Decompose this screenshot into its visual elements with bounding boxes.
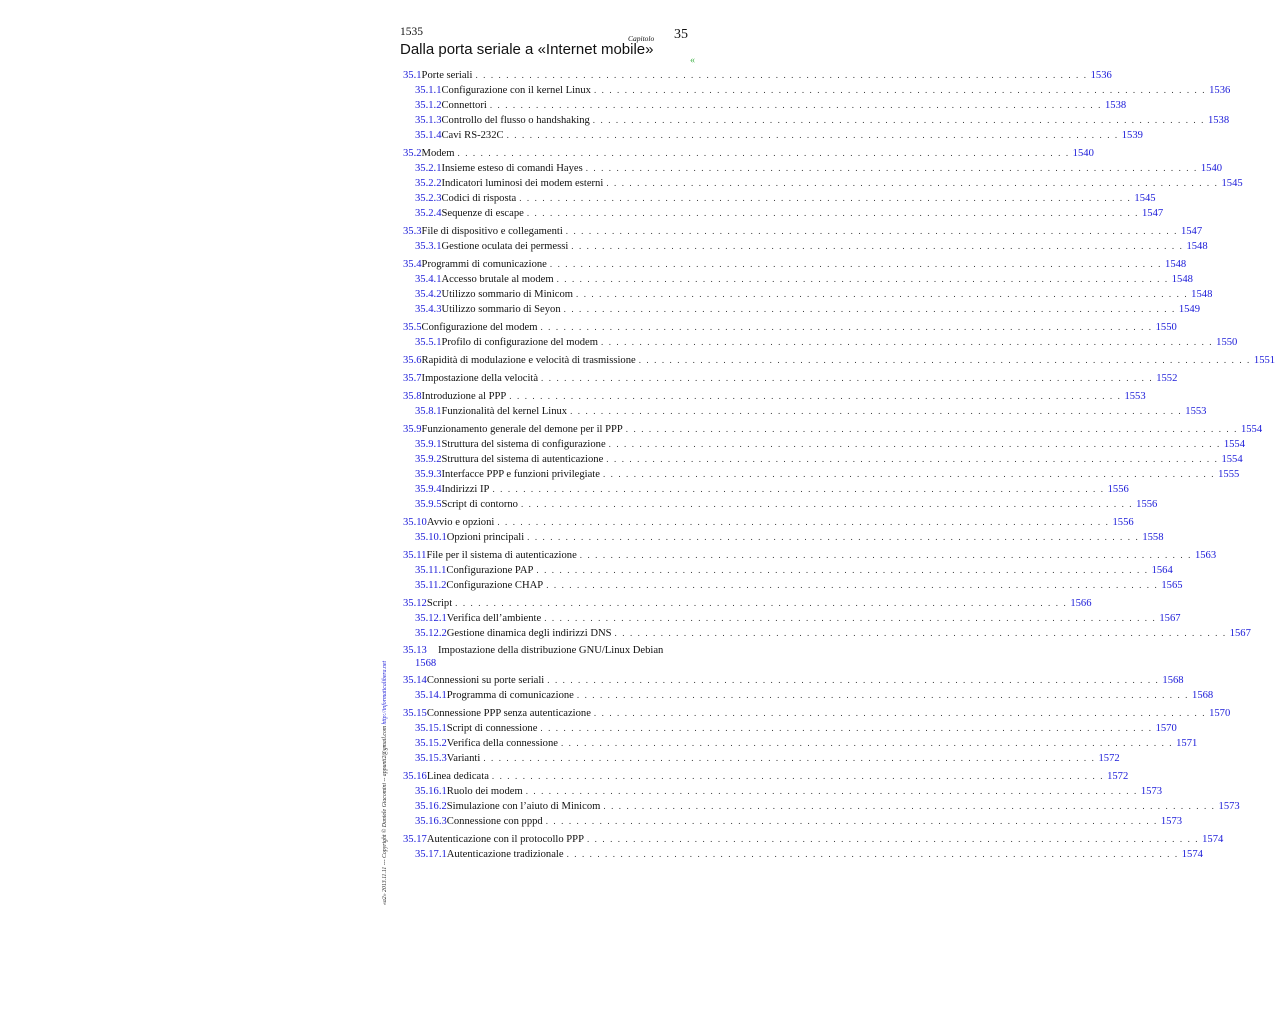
toc-page[interactable]: 1550 [1216,337,1238,348]
toc-section[interactable] [403,832,1224,847]
toc-number[interactable]: 35.5 [403,322,422,333]
toc-title: Programma di comunicazione [446,690,574,701]
toc-title: Verifica della connessione [446,738,558,749]
toc-subsection[interactable] [403,98,1127,113]
toc-leader: . . . . . . . . . . . . . . . . . . . . . . . . . . . . . . . . . . . . . . . . . . . . . . . . . . . . . . . . . . . . . . . . . . . . . . . . . . . . . . . . [497,517,1110,527]
toc-leader: . . . . . . . . . . . . . . . . . . . . . . . . . . . . . . . . . . . . . . . . . . . . . . . . . . . . . . . . . . . . . . . . . . . . . . . . . . . . . . . . [540,723,1153,733]
toc-number[interactable]: 35.11.1 [415,565,447,576]
toc-title: Gestione dinamica degli indirizzi DNS [446,628,612,639]
toc-number[interactable]: 35.8.1 [415,406,442,417]
toc-title: Opzioni principali [446,532,525,543]
toc-leader: . . . . . . . . . . . . . . . . . . . . . . . . . . . . . . . . . . . . . . . . . . . . . . . . . . . . . . . . . . . . . . . . . . . . . . . . . . . . . . . . [560,738,1174,748]
toc-subsection[interactable] [403,176,1243,191]
toc-number[interactable]: 35.2.4 [415,208,442,219]
toc-page[interactable]: 1570 [1209,708,1231,719]
toc-number[interactable]: 35.13 [403,645,427,656]
toc-page[interactable]: 1548 [1165,259,1187,270]
toc-leader: . . . . . . . . . . . . . . . . . . . . . . . . . . . . . . . . . . . . . . . . . . . . . . . . . . . . . . . . . . . . . . . . . . . . . . . . . . . . . . . . [457,148,1070,158]
toc-page[interactable]: 1554 [1221,454,1243,465]
toc-title: Autenticazione tradizionale [446,849,564,860]
toc-title: Utilizzo sommario di Minicom [441,289,574,300]
table-of-contents [403,68,1275,862]
toc-number[interactable]: 35.14 [403,675,427,686]
toc-number[interactable]: 35.16 [403,771,427,782]
toc-page[interactable]: 1568 [1162,675,1184,686]
toc-title: Sequenze di escape [441,208,524,219]
toc-page[interactable]: 1568 [415,658,437,669]
toc-title: Varianti [446,753,481,764]
toc-leader: . . . . . . . . . . . . . . . . . . . . . . . . . . . . . . . . . . . . . . . . . . . . . . . . . . . . . . . . . . . . . . . . . . . . . . . . . . . . . . . . [576,690,1190,700]
toc-title: Autenticazione con il protocollo PPP [426,834,584,845]
toc-page[interactable]: 1552 [1156,373,1178,384]
toc-section[interactable] [403,257,1187,272]
toc-leader: . . . . . . . . . . . . . . . . . . . . . . . . . . . . . . . . . . . . . . . . . . . . . . . . . . . . . . . . . . . . . . . . . . . . . . . . . . . . . . . . [525,786,1138,796]
toc-title: Utilizzo sommario di Seyon [441,304,561,315]
chapter-number: 35 [674,27,688,42]
toc-number[interactable]: 35.1.3 [415,115,442,126]
toc-page[interactable]: 1572 [1098,753,1120,764]
toc-title: Configurazione CHAP [446,580,544,591]
toc-page[interactable]: 1574 [1202,834,1224,845]
toc-title: Controllo del flusso o handshaking [441,115,590,126]
toc-subsection[interactable] [403,688,1214,703]
toc-leader: . . . . . . . . . . . . . . . . . . . . . . . . . . . . . . . . . . . . . . . . . . . . . . . . . . . . . . . . . . . . . . . . . . . . . . . . . . . . . . . . [506,130,1119,140]
toc-title: Programmi di comunicazione [421,259,547,270]
toc-title: Accesso brutale al modem [441,274,554,285]
toc-title: Rapidità di modulazione e velocità di trasmissione [421,355,636,366]
toc-title: Connessione PPP senza autenticazione [426,708,591,719]
toc-subsection[interactable] [403,784,1163,799]
toc-title: Modem [421,148,455,159]
toc-leader: . . . . . . . . . . . . . . . . . . . . . . . . . . . . . . . . . . . . . . . . . . . . . . . . . . . . . . . . . . . . . . . . . . . . . . . . . . . . . . . . [544,613,1157,623]
toc-leader: . . . . . . . . . . . . . . . . . . . . . . . . . . . . . . . . . . . . . . . . . . . . . . . . . . . . . . . . . . . . . . . . . . . . . . . . . . . . . . . . [565,226,1178,236]
toc-leader: . . . . . . . . . . . . . . . . . . . . . . . . . . . . . . . . . . . . . . . . . . . . . . . . . . . . . . . . . . . . . . . . . . . . . . . . . . . . . . . . [586,834,1200,844]
toc-page[interactable]: 1554 [1223,439,1245,450]
toc-leader: . . . . . . . . . . . . . . . . . . . . . . . . . . . . . . . . . . . . . . . . . . . . . . . . . . . . . . . . . . . . . . . . . . . . . . . . . . . . . . . . [547,675,1160,685]
toc-page[interactable]: 1550 [1155,322,1177,333]
toc-number[interactable]: 35.15.2 [415,738,447,749]
toc-leader: . . . . . . . . . . . . . . . . . . . . . . . . . . . . . . . . . . . . . . . . . . . . . . . . . . . . . . . . . . . . . . . . . . . . . . . . . . . . . . . . [606,178,1219,188]
toc-section[interactable] [403,224,1203,239]
toc-subsection[interactable] [403,497,1158,512]
toc-number[interactable]: 35.16.1 [415,786,447,797]
toc-page[interactable]: 1573 [1218,801,1240,812]
toc-number[interactable]: 35.9.1 [415,439,442,450]
toc-number[interactable]: 35.12.2 [415,628,447,639]
toc-title: Connessioni su porte seriali [426,675,545,686]
toc-leader: . . . . . . . . . . . . . . . . . . . . . . . . . . . . . . . . . . . . . . . . . . . . . . . . . . . . . . . . . . . . . . . . . . . . . . . . . . . . . . . . [509,391,1122,401]
toc-title: Configurazione con il kernel Linux [441,85,591,96]
toc-subsection[interactable] [403,452,1243,467]
toc-number[interactable]: 35.10.1 [415,532,447,543]
toc-leader: . . . . . . . . . . . . . . . . . . . . . . . . . . . . . . . . . . . . . . . . . . . . . . . . . . . . . . . . . . . . . . . . . . . . . . . . . . . . . . . . [527,532,1140,542]
toc-number[interactable]: 35.9.2 [415,454,442,465]
toc-page[interactable]: 1574 [1181,849,1203,860]
toc-subsection[interactable] [403,751,1120,766]
toc-number[interactable]: 35.16.3 [415,816,447,827]
toc-subsection[interactable] [403,437,1245,452]
toc-number[interactable]: 35.9.4 [415,484,442,495]
toc-leader: . . . . . . . . . . . . . . . . . . . . . . . . . . . . . . . . . . . . . . . . . . . . . . . . . . . . . . . . . . . . . . . . . . . . . . . . . . . . . . . . [606,454,1219,464]
toc-subsection[interactable] [403,272,1193,287]
toc-title: Script di connessione [446,723,538,734]
toc-leader: . . . . . . . . . . . . . . . . . . . . . . . . . . . . . . . . . . . . . . . . . . . . . . . . . . . . . . . . . . . . . . . . . . . . . . . . . . . . . . . . [541,373,1154,383]
toc-page[interactable]: 1549 [1178,304,1200,315]
toc-page[interactable]: 1548 [1191,289,1213,300]
toc-title: Impostazione della velocità [421,373,539,384]
toc-title: Codici di risposta [441,193,517,204]
toc-leader: . . . . . . . . . . . . . . . . . . . . . . . . . . . . . . . . . . . . . . . . . . . . . . . . . . . . . . . . . . . . . . . . . . . . . . . . . . . . . . . . [593,85,1207,95]
toc-title: Avvio e opzioni [426,517,495,528]
toc-title: Connessione con pppd [446,816,543,827]
toc-number[interactable]: 35.1 [403,70,422,81]
toc-number[interactable]: 35.15 [403,708,427,719]
toc-subsection[interactable] [403,335,1238,350]
toc-page[interactable]: 1540 [1072,148,1094,159]
toc-subsection[interactable] [403,530,1164,545]
toc-leader: . . . . . . . . . . . . . . . . . . . . . . . . . . . . . . . . . . . . . . . . . . . . . . . . . . . . . . . . . . . . . . . . . . . . . . . . . . . . . . . . [638,355,1251,365]
toc-title: Funzionamento generale del demone per il PPP [421,424,623,435]
toc-page[interactable]: 1564 [1151,565,1173,576]
toc-title: Struttura del sistema di autenticazione [441,454,604,465]
toc-number[interactable]: 35.4 [403,259,422,270]
toc-page[interactable]: 1536 [1090,70,1112,81]
toc-number[interactable]: 35.11 [403,550,427,561]
toc-number[interactable]: 35.7 [403,373,422,384]
toc-subsection[interactable] [403,404,1207,419]
toc-number[interactable]: 35.2.2 [415,178,442,189]
toc-title: Gestione oculata dei permessi [441,241,569,252]
toc-page[interactable]: 1538 [1207,115,1230,126]
toc-title: Struttura del sistema di configurazione [441,439,606,450]
toc-title: Cavi RS-232C [441,130,504,141]
toc-subsection[interactable] [403,814,1183,829]
toc-title: Introduzione al PPP [421,391,507,402]
toc-leader: . . . . . . . . . . . . . . . . . . . . . . . . . . . . . . . . . . . . . . . . . . . . . . . . . . . . . . . . . . . . . . . . . . . . . . . . . . . . . . . . [492,484,1105,494]
toc-page[interactable]: 1538 [1104,100,1127,111]
toc-number[interactable]: 35.15.3 [415,753,447,764]
toc-title: Configurazione PAP [446,565,534,576]
toc-page[interactable]: 1567 [1229,628,1251,639]
toc-page[interactable]: 1571 [1176,738,1198,749]
toc-number[interactable]: 35.1.2 [415,100,442,111]
toc-number[interactable]: 35.10 [403,517,427,528]
toc-section[interactable] [403,548,1217,563]
toc-page[interactable]: 1565 [1161,580,1183,591]
toc-page[interactable]: 1556 [1107,484,1129,495]
toc-number[interactable]: 35.4.1 [415,274,442,285]
toc-page[interactable]: 1572 [1107,771,1129,782]
toc-title: Insieme esteso di comandi Hayes [441,163,583,174]
toc-subsection[interactable] [403,113,1230,128]
toc-leader: . . . . . . . . . . . . . . . . . . . . . . . . . . . . . . . . . . . . . . . . . . . . . . . . . . . . . . . . . . . . . . . . . . . . . . . . . . . . . . . . [571,241,1184,251]
toc-page[interactable]: 1553 [1124,391,1146,402]
toc-section[interactable] [403,673,1184,688]
toc-subsection[interactable] [403,721,1177,736]
toc-subsection[interactable] [403,287,1213,302]
toc-leader: . . . . . . . . . . . . . . . . . . . . . . . . . . . . . . . . . . . . . . . . . . . . . . . . . . . . . . . . . . . . . . . . . . . . . . . . . . . . . . . . [483,753,1096,763]
toc-subsection[interactable] [403,191,1156,206]
toc-number[interactable]: 35.17.1 [415,849,447,860]
toc-section[interactable] [403,644,688,670]
toc-leader: . . . . . . . . . . . . . . . . . . . . . . . . . . . . . . . . . . . . . . . . . . . . . . . . . . . . . . . . . . . . . . . . . . . . . . . . . . . . . . . . [576,289,1189,299]
toc-title: Ruolo dei modem [446,786,523,797]
toc-subsection[interactable] [403,467,1240,482]
toc-page[interactable]: 1555 [1218,469,1240,480]
toc-title: Configurazione del modem [421,322,538,333]
toc-subsection[interactable] [403,736,1198,751]
toc-page[interactable]: 1548 [1171,274,1193,285]
toc-leader: . . . . . . . . . . . . . . . . . . . . . . . . . . . . . . . . . . . . . . . . . . . . . . . . . . . . . . . . . . . . . . . . . . . . . . . . . . . . . . . . [526,208,1139,218]
toc-leader: . . . . . . . . . . . . . . . . . . . . . . . . . . . . . . . . . . . . . . . . . . . . . . . . . . . . . . . . . . . . . . . . . . . . . . . . . . . . . . . . [566,849,1179,859]
toc-number[interactable]: 35.2.1 [415,163,442,174]
toc-title: Funzionalità del kernel Linux [441,406,568,417]
toc-leader: . . . . . . . . . . . . . . . . . . . . . . . . . . . . . . . . . . . . . . . . . . . . . . . . . . . . . . . . . . . . . . . . . . . . . . . . . . . . . . . . [593,708,1207,718]
toc-section[interactable] [403,389,1146,404]
toc-subsection[interactable] [403,161,1223,176]
toc-title: Profilo di configurazione del modem [441,337,598,348]
toc-number[interactable]: 35.8 [403,391,422,402]
toc-page[interactable]: 1566 [1070,598,1092,609]
toc-leader: . . . . . . . . . . . . . . . . . . . . . . . . . . . . . . . . . . . . . . . . . . . . . . . . . . . . . . . . . . . . . . . . . . . . . . . . . . . . . . . . [563,304,1176,314]
toc-section[interactable] [403,769,1129,784]
toc-title: Porte seriali [421,70,473,81]
chapter-title: Dalla porta seriale a «Internet mobile» [400,41,654,58]
toc-number[interactable]: 35.15.1 [415,723,447,734]
toc-page[interactable]: 1551 [1253,355,1275,366]
toc-number[interactable]: 35.2.3 [415,193,442,204]
toc-leader: . . . . . . . . . . . . . . . . . . . . . . . . . . . . . . . . . . . . . . . . . . . . . . . . . . . . . . . . . . . . . . . . . . . . . . . . . . . . . . . . [546,580,1159,590]
toc-subsection[interactable] [403,482,1129,497]
toc-title: Script di contorno [441,499,518,510]
toc-page[interactable]: 1539 [1121,130,1143,141]
toc-section[interactable] [403,371,1178,386]
toc-title: Indicatori luminosi dei modem esterni [441,178,604,189]
toc-subsection[interactable] [403,206,1164,221]
toc-page[interactable]: 1547 [1180,226,1203,237]
toc-page[interactable]: 1558 [1142,532,1164,543]
toc-leader: . . . . . . . . . . . . . . . . . . . . . . . . . . . . . . . . . . . . . . . . . . . . . . . . . . . . . . . . . . . . . . . . . . . . . . . . . . . . . . . . [549,259,1163,269]
toc-subsection[interactable] [403,578,1183,593]
toc-title: Connettori [441,100,487,111]
toc-leader: . . . . . . . . . . . . . . . . . . . . . . . . . . . . . . . . . . . . . . . . . . . . . . . . . . . . . . . . . . . . . . . . . . . . . . . . . . . . . . . . [592,115,1205,125]
toc-subsection[interactable] [403,83,1231,98]
toc-leader: . . . . . . . . . . . . . . . . . . . . . . . . . . . . . . . . . . . . . . . . . . . . . . . . . . . . . . . . . . . . . . . . . . . . . . . . . . . . . . . . [603,801,1216,811]
toc-leader: . . . . . . . . . . . . . . . . . . . . . . . . . . . . . . . . . . . . . . . . . . . . . . . . . . . . . . . . . . . . . . . . . . . . . . . . . . . . . . . . [570,406,1183,416]
toc-subsection[interactable] [403,611,1181,626]
toc-page[interactable]: 1567 [1159,613,1181,624]
toc-leader: . . . . . . . . . . . . . . . . . . . . . . . . . . . . . . . . . . . . . . . . . . . . . . . . . . . . . . . . . . . . . . . . . . . . . . . . . . . . . . . . [475,70,1088,80]
toc-leader: . . . . . . . . . . . . . . . . . . . . . . . . . . . . . . . . . . . . . . . . . . . . . . . . . . . . . . . . . . . . . . . . . . . . . . . . . . . . . . . . [585,163,1198,173]
toc-subsection[interactable] [403,799,1240,814]
toc-page[interactable]: 1556 [1112,517,1134,528]
toc-subsection[interactable] [403,563,1173,578]
toc-page[interactable]: 1547 [1142,208,1164,219]
toc-section[interactable] [403,706,1231,721]
toc-number[interactable]: 35.2 [403,148,422,159]
copyright-text: «a2» 2013.11.11 --- Copyright © Daniele Giacomini -- appunti2@gmail.com [382,725,388,905]
toc-title: Simulazione con l’aiuto di Minicom [446,801,601,812]
toc-section[interactable] [403,68,1112,83]
toc-leader: . . . . . . . . . . . . . . . . . . . . . . . . . . . . . . . . . . . . . . . . . . . . . . . . . . . . . . . . . . . . . . . . . . . . . . . . . . . . . . . . [455,598,1068,608]
toc-leader: . . . . . . . . . . . . . . . . . . . . . . . . . . . . . . . . . . . . . . . . . . . . . . . . . . . . . . . . . . . . . . . . . . . . . . . . . . . . . . . . [579,550,1192,560]
toc-section[interactable] [403,320,1177,335]
toc-page[interactable]: 1570 [1155,723,1177,734]
toc-section[interactable] [403,353,1275,368]
toc-leader: . . . . . . . . . . . . . . . . . . . . . . . . . . . . . . . . . . . . . . . . . . . . . . . . . . . . . . . . . . . . . . . . . . . . . . . . . . . . . . . . [625,424,1238,434]
toc-page[interactable]: 1540 [1200,163,1223,174]
toc-title: File per il sistema di autenticazione [426,550,577,561]
toc-subsection[interactable] [403,626,1251,641]
toc-number[interactable]: 35.11.2 [415,580,447,591]
toc-subsection[interactable] [403,302,1200,317]
toc-page[interactable]: 1548 [1186,241,1208,252]
toc-number[interactable]: 35.17 [403,834,427,845]
toc-number[interactable]: 35.5.1 [415,337,442,348]
toc-page[interactable]: 1545 [1221,178,1243,189]
toc-number[interactable]: 35.9.3 [415,469,442,480]
toc-number[interactable]: 35.9 [403,424,422,435]
toc-leader: . . . . . . . . . . . . . . . . . . . . . . . . . . . . . . . . . . . . . . . . . . . . . . . . . . . . . . . . . . . . . . . . . . . . . . . . . . . . . . . . [556,274,1169,284]
page-number: 1535 [400,26,423,38]
toc-number[interactable]: 35.6 [403,355,422,366]
toc-leader: . . . . . . . . . . . . . . . . . . . . . . . . . . . . . . . . . . . . . . . . . . . . . . . . . . . . . . . . . . . . . . . . . . . . . . . . . . . . . . . . [602,469,1216,479]
toc-page[interactable]: 1573 [1160,816,1183,827]
toc-page[interactable]: 1568 [1192,690,1214,701]
toc-number[interactable]: 35.3.1 [415,241,442,252]
toc-title: Impostazione della distribuzione GNU/Linux Debian [438,645,664,656]
toc-number[interactable]: 35.14.1 [415,690,447,701]
toc-leader: . . . . . . . . . . . . . . . . . . . . . . . . . . . . . . . . . . . . . . . . . . . . . . . . . . . . . . . . . . . . . . . . . . . . . . . . . . . . . . . . [489,100,1102,110]
toc-leader: . . . . . . . . . . . . . . . . . . . . . . . . . . . . . . . . . . . . . . . . . . . . . . . . . . . . . . . . . . . . . . . . . . . . . . . . . . . . . . . . [601,337,1214,347]
toc-section[interactable] [403,596,1092,611]
toc-leader: . . . . . . . . . . . . . . . . . . . . . . . . . . . . . . . . . . . . . . . . . . . . . . . . . . . . . . . . . . . . . . . . . . . . . . . . . . . . . . . . [614,628,1227,638]
toc-section[interactable] [403,422,1263,437]
copyright-note [382,661,388,905]
toc-number[interactable]: 35.1.1 [415,85,442,96]
toc-section[interactable] [403,146,1094,161]
toc-subsection[interactable] [403,128,1143,143]
toc-leader: . . . . . . . . . . . . . . . . . . . . . . . . . . . . . . . . . . . . . . . . . . . . . . . . . . . . . . . . . . . . . . . . . . . . . . . . . . . . . . . . [545,816,1158,826]
toc-subsection[interactable] [403,847,1203,862]
toc-number[interactable]: 35.3 [403,226,422,237]
toc-leader: . . . . . . . . . . . . . . . . . . . . . . . . . . . . . . . . . . . . . . . . . . . . . . . . . . . . . . . . . . . . . . . . . . . . . . . . . . . . . . . . [520,499,1134,509]
toc-title: Verifica dell’ambiente [446,613,542,624]
toc-number[interactable]: 35.16.2 [415,801,447,812]
toc-title: File di dispositivo e collegamenti [421,226,563,237]
toc-number[interactable]: 35.1.4 [415,130,442,141]
toc-page[interactable]: 1554 [1240,424,1263,435]
toc-page[interactable]: 1545 [1134,193,1156,204]
chapter-label: Capitolo [628,34,655,43]
toc-page[interactable]: 1556 [1136,499,1158,510]
toc-page[interactable]: 1563 [1194,550,1217,561]
toc-section[interactable] [403,515,1134,530]
toc-title: Script [426,598,453,609]
website-link[interactable]: http://informaticalibera.net [382,660,388,725]
anchor-link[interactable]: « [690,55,695,66]
toc-page[interactable]: 1573 [1140,786,1163,797]
toc-leader: . . . . . . . . . . . . . . . . . . . . . . . . . . . . . . . . . . . . . . . . . . . . . . . . . . . . . . . . . . . . . . . . . . . . . . . . . . . . . . . . [536,565,1149,575]
toc-title: Interfacce PPP e funzioni privilegiate [441,469,600,480]
toc-number[interactable]: 35.4.3 [415,304,442,315]
toc-number[interactable]: 35.12.1 [415,613,447,624]
toc-page[interactable]: 1553 [1185,406,1207,417]
toc-number[interactable]: 35.4.2 [415,289,442,300]
toc-number[interactable]: 35.9.5 [415,499,442,510]
toc-leader: . . . . . . . . . . . . . . . . . . . . . . . . . . . . . . . . . . . . . . . . . . . . . . . . . . . . . . . . . . . . . . . . . . . . . . . . . . . . . . . . [608,439,1221,449]
toc-leader: . . . . . . . . . . . . . . . . . . . . . . . . . . . . . . . . . . . . . . . . . . . . . . . . . . . . . . . . . . . . . . . . . . . . . . . . . . . . . . . . [540,322,1153,332]
toc-subsection[interactable] [403,239,1208,254]
toc-title: Indirizzi IP [441,484,490,495]
toc-leader: . . . . . . . . . . . . . . . . . . . . . . . . . . . . . . . . . . . . . . . . . . . . . . . . . . . . . . . . . . . . . . . . . . . . . . . . . . . . . . . . [491,771,1105,781]
toc-number[interactable]: 35.12 [403,598,427,609]
toc-leader: . . . . . . . . . . . . . . . . . . . . . . . . . . . . . . . . . . . . . . . . . . . . . . . . . . . . . . . . . . . . . . . . . . . . . . . . . . . . . . . . [519,193,1132,203]
toc-page[interactable]: 1536 [1209,85,1231,96]
toc-title: Linea dedicata [426,771,489,782]
